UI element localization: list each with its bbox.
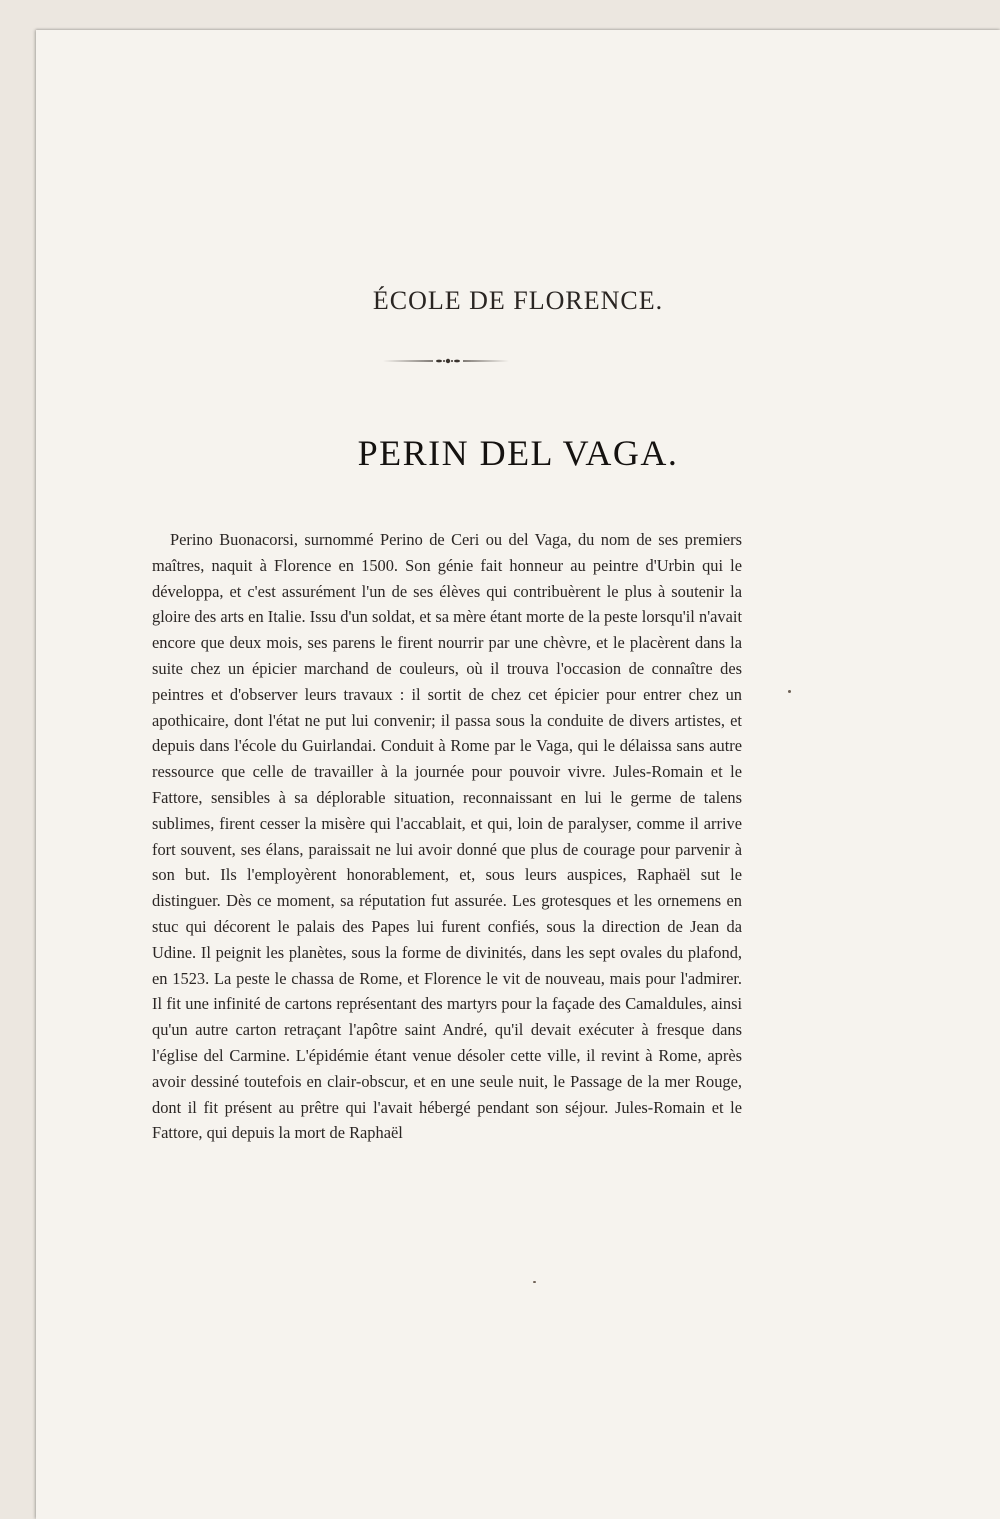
- school-heading: ÉCOLE DE FLORENCE.: [372, 286, 664, 315]
- biography-paragraph: Perino Buonacorsi, surnommé Perino de Ceri ou del Vaga, du nom de ses premiers maîtres, naquit à Florence en 1500. Son génie fait honneur au peintre d'Urbin qui le développa, et c'est assurément l'un de ses élèves qui contribuèrent le plus à soutenir la gloire des arts en Italie. Issu d'un soldat, et sa mère étant morte de la peste lorsqu'il n'avait encore que deux mois, ses parens le firent nourrir par une chèvre, et le placèrent dans la suite chez un épicier marchand de couleurs, où il trouva l'occasion de connaître des peintres et d'observer leurs travaux : il sortit de chez cet épicier pour entrer chez un apothicaire, dont l'état ne put lui convenir; il passa sous la conduite de divers artistes, et depuis dans l'école du Guirlandai. Conduit à Rome par le Vaga, qui le délaissa sans autre ressource que celle de travailler à la journée pour pouvoir vivre. Jules-Romain et le Fattore, sensibles à sa déplorable situation, reconnaissant en lui le germe de talens sublimes, firent cesser la misère qui l'accablait, et qui, loin de paralyser, comme il arrive fort souvent, ses élans, paraissait ne lui avoir donné que plus de courage pour parvenir à son but. Ils l'employèrent honorablement, et, sous leurs auspices, Raphaël sut le distinguer. Dès ce moment, sa réputation fut assurée. Les grotesques et les ornemens en stuc qui décorent le palais des Papes lui furent confiés, sous la direction de Jean da Udine. Il peignit les planètes, sous la forme de divinités, dans les sept ovales du plafond, en 1523. La peste le chassa de Rome, et Florence le vit de nouveau, mais pour l'admirer. Il fit une infinité de cartons représentant des martyrs pour la façade des Camaldules, ainsi qu'un autre carton retraçant l'apôtre saint André, qu'il devait exécuter à fresque dans l'église del Carmine. L'épidémie étant venue désoler cette ville, il revint à Rome, après avoir dessiné toutefois en clair-obscur, et en une seule nuit, le Passage de la mer Rouge, dont il fit présent au prêtre qui l'avait hébergé pendant son séjour. Jules-Romain et le Fattore, qui depuis la mort de Raphaël: [152, 530, 742, 1143]
- decorative-rule-icon: [383, 356, 513, 366]
- book-page: [36, 30, 1000, 1519]
- artist-heading: PERIN DEL VAGA.: [357, 433, 679, 473]
- paper-speck: [788, 690, 791, 693]
- paper-speck: [533, 1281, 536, 1283]
